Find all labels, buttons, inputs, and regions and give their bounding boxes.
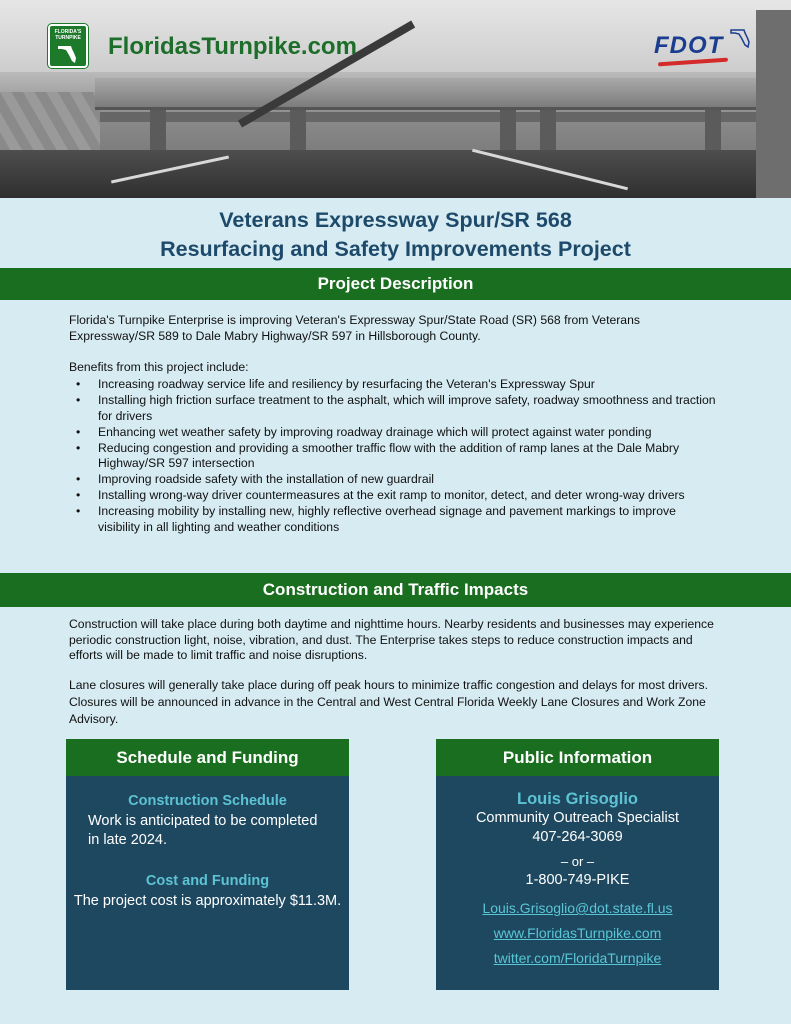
florida-state-icon — [57, 44, 79, 64]
email-link-wrap — [436, 900, 719, 918]
cost-funding-text: The project cost is approximately $11.3M. — [73, 893, 342, 909]
fdot-logo-text: FDOT — [654, 32, 724, 59]
page-title-line2: Resurfacing and Safety Improvements Project — [160, 237, 631, 261]
page-title — [0, 206, 791, 264]
list-item: • Increasing mobility by installing new, highly reflective overhead signage and pavement markings to improve visibility in all lighting and weather conditions — [76, 504, 716, 535]
header-photo-tower — [756, 10, 791, 198]
contact-phone: 407-264-3069 — [532, 829, 623, 845]
florida-outline-icon — [730, 28, 752, 48]
schedule-funding-box — [66, 739, 349, 990]
benefits-list — [76, 377, 716, 536]
twitter-link[interactable]: twitter.com/FloridaTurnpike — [493, 950, 662, 966]
list-item: • Increasing roadway service life and resiliency by resurfacing the Veteran's Expressway Spur — [76, 377, 716, 393]
list-item: • Installing high friction surface treatment to the asphalt, which will improve safety, roadway smoothness and traction for drivers — [76, 393, 716, 424]
section-heading-project-description: Project Description — [0, 268, 791, 300]
list-item: • Installing wrong-way driver countermeasures at the exit ramp to monitor, detect, and deter wrong-way drivers — [76, 488, 716, 504]
website-link[interactable]: www.FloridasTurnpike.com — [493, 925, 662, 941]
turnpike-logo-text: FLORIDA'S TURNPIKE — [54, 29, 82, 41]
project-intro: Florida's Turnpike Enterprise is improving Veteran's Expressway Spur/State Road (SR) 568 from Veterans Expressway/SR 589 to Dale Mabry Highway/SR 597 in Hillsborough County. — [69, 313, 640, 343]
header-photo-overpass — [95, 78, 791, 110]
fdot-logo[interactable] — [654, 26, 754, 70]
contact-name: Louis Grisoglio — [516, 790, 638, 808]
benefits-intro: Benefits from this project include: — [69, 360, 249, 374]
header-photo-overpass-shadow — [100, 112, 791, 122]
page-title-line1: Veterans Expressway Spur/SR 568 — [219, 208, 572, 232]
section-heading-construction: Construction and Traffic Impacts — [0, 573, 791, 607]
list-item: • Enhancing wet weather safety by improving roadway drainage which will protect against water ponding — [76, 425, 716, 441]
header-banner — [0, 0, 791, 198]
turnpike-logo[interactable] — [48, 24, 88, 68]
schedule-funding-heading: Schedule and Funding — [66, 739, 349, 776]
construction-para1: Construction will take place during both daytime and nighttime hours. Nearby residents and businesses may experience periodic construction light, noise, vibration, and dust. The Enterprise takes steps to reduce construction impacts and efforts will be made to limit traffic and noise disruptions. — [69, 617, 714, 662]
construction-para2: Lane closures will generally take place during off peak hours to minimize traffic congestion and delays for most drivers. Closures will be announced in advance in the Central and West Central Florida Weekly Lane Closures and Work Zone Advisory. — [69, 678, 709, 726]
header-photo-road — [0, 150, 791, 198]
email-link[interactable]: Louis.Grisoglio@dot.state.fl.us — [482, 900, 673, 916]
list-item: • Reducing congestion and providing a smoother traffic flow with the addition of ramp lanes at the Dale Mabry Highway/SR 597 intersection — [76, 441, 716, 472]
public-information-heading: Public Information — [436, 739, 719, 776]
or-separator: – or – — [560, 854, 595, 869]
construction-schedule-subheading: Construction Schedule — [128, 793, 287, 809]
list-item: • Improving roadside safety with the installation of new guardrail — [76, 472, 716, 488]
contact-role: Community Outreach Specialist — [475, 810, 680, 826]
website-link-wrap — [436, 925, 719, 943]
site-name[interactable]: FloridasTurnpike.com — [108, 33, 357, 60]
construction-schedule-text: Work is anticipated to be completed in late 2024. — [88, 813, 318, 848]
public-information-box — [436, 739, 719, 990]
contact-phone-2: 1-800-749-PIKE — [525, 872, 630, 888]
twitter-link-wrap — [436, 950, 719, 968]
cost-funding-subheading: Cost and Funding — [145, 873, 270, 889]
